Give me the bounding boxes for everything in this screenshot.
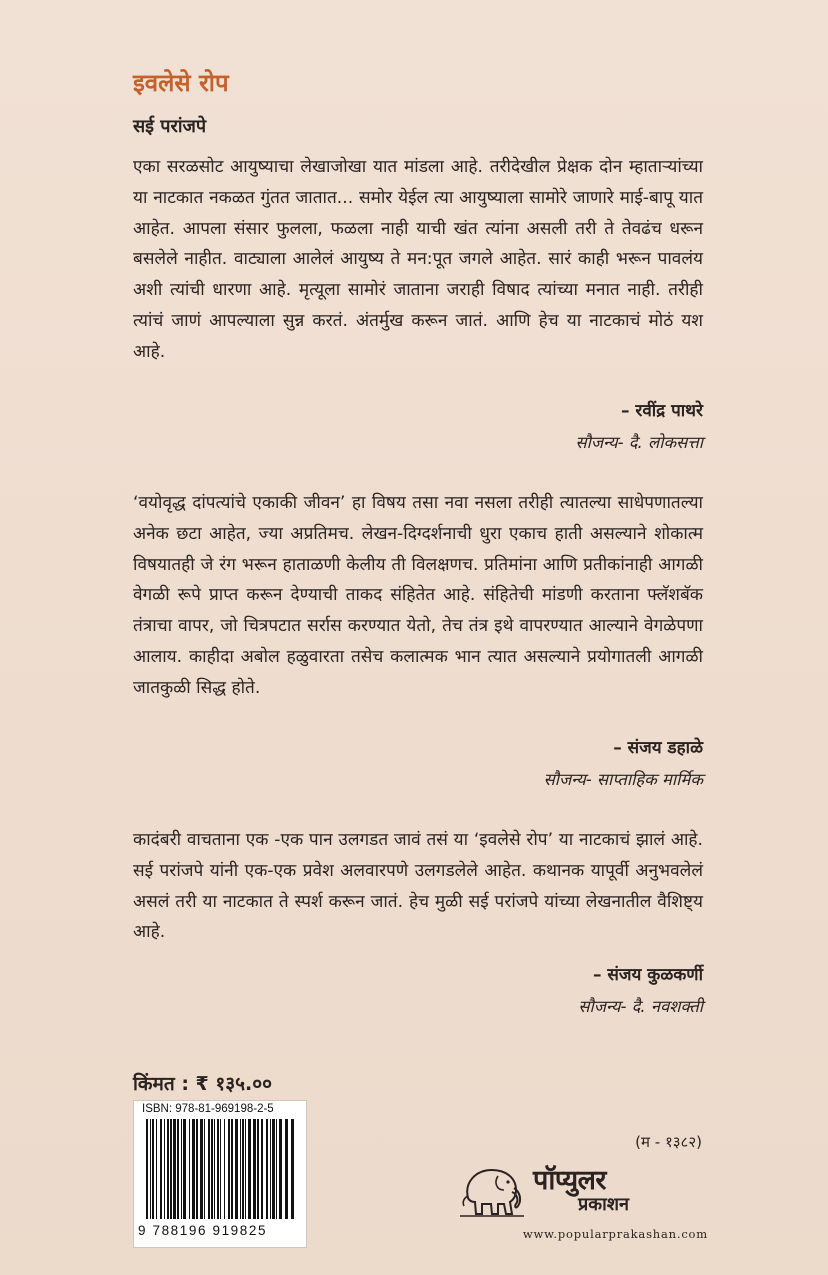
review-3 (133, 825, 703, 948)
credit-1: सौजन्य- दै. लोकसत्ता (575, 433, 703, 452)
book-author: सई परांजपे (133, 116, 207, 137)
publisher-website: www.popularprakashan.com (522, 1227, 708, 1241)
barcode-number: 9 788196 919825 (138, 1223, 268, 1238)
review-1 (133, 152, 703, 368)
barcode (133, 1100, 307, 1248)
publisher-logo (458, 1160, 708, 1222)
review-2 (133, 488, 703, 704)
review-text: कादंबरी वाचताना एक -एक पान उलगडत जावं तसं या ‘इवलेसे रोप’ या नाटकाचं झालं आहे. सई परांजपे यांनी एक-एक प्रवेश अलवारपणे उलगडलेले आहेत. कथानक यापूर्वी अनुभवलेलं असलं तरी या नाटकात ते स्पर्श करून जातं. हेच मुळी सई परांजपे यांच्या लेखनातील वैशिष्ट्य आहे. (133, 830, 703, 943)
isbn-label: ISBN: 978-81-969198-2-5 (142, 1103, 274, 1115)
credit-2: सौजन्य- साप्ताहिक मार्मिक (543, 770, 703, 789)
barcode-bars (144, 1119, 296, 1219)
price-label: किंमत : ₹ १३५.०० (133, 1073, 272, 1095)
publisher-name: पॉप्युलर (533, 1165, 606, 1196)
review-text: एका सरळसोट आयुष्याचा लेखाजोखा यात मांडला आहे. तरीदेखील प्रेक्षक दोन म्हाताऱ्यांच्या या नाटकात नकळत गुंतत जातात... समोर येईल त्या आयुष्याला सामोरे जाणारे माई-बापू यात आहेत. आपला संसार फुलला, फळला नाही याची खंत त्यांना असली तरी ते तेवढंच धरून बसलेले नाहीत. वाट्याला आलेलं आयुष्य ते मन:पूत जगले आहेत. सारं काही भरून पावलंय अशी त्यांची धारणा आहे. मृत्यूला सामोरं जाताना जराही विषाद त्यांच्या मनात नाही. तरीही त्यांचं जाणं आपल्याला सुन्न करतं. अंतर्मुख करून जातं. आणि हेच या नाटकाचं मोठं यश आहे. (133, 157, 703, 362)
reviewer-2: – संजय डहाळे (613, 738, 703, 758)
credit-3: सौजन्य- दै. नवशक्ती (578, 997, 703, 1016)
reviewer-1: – रवींद्र पाथरे (620, 401, 703, 421)
reviewer-3: – संजय कुळकर्णी (592, 965, 703, 985)
publisher-sub: प्रकाशन (578, 1194, 629, 1215)
elephant-icon (458, 1160, 526, 1220)
catalog-code: (म - १३८२) (635, 1133, 702, 1151)
review-text: ‘वयोवृद्ध दांपत्यांचे एकाकी जीवन’ हा विषय तसा नवा नसला तरीही त्यातल्या साधेपणातल्या अनेक छटा आहेत, ज्या अप्रतिमच. लेखन-दिग्दर्शनाची धुरा एकाच हाती असल्याने शोकात्म विषयातही जे रंग भरून हाताळणी केलीय ती विलक्षणच. प्रतिमांना आणि प्रतीकांनाही आगळी वेगळी रूपे प्राप्त करून देण्याची ताकद संहितेत आहे. संहितेची मांडणी करताना फ्लॅशबॅक तंत्राचा वापर, जो चित्रपटात सर्रास करण्यात येतो, तेच तंत्र इथे वापरण्यात आल्याने वेगळेपणा आलाय. काहीदा अबोल हळुवारता तसेच कलात्मक भान त्यात असल्याने प्रयोगातली आगळी जातकुळी सिद्ध होते. (133, 493, 703, 698)
book-title: इवलेसे रोप (133, 69, 229, 97)
